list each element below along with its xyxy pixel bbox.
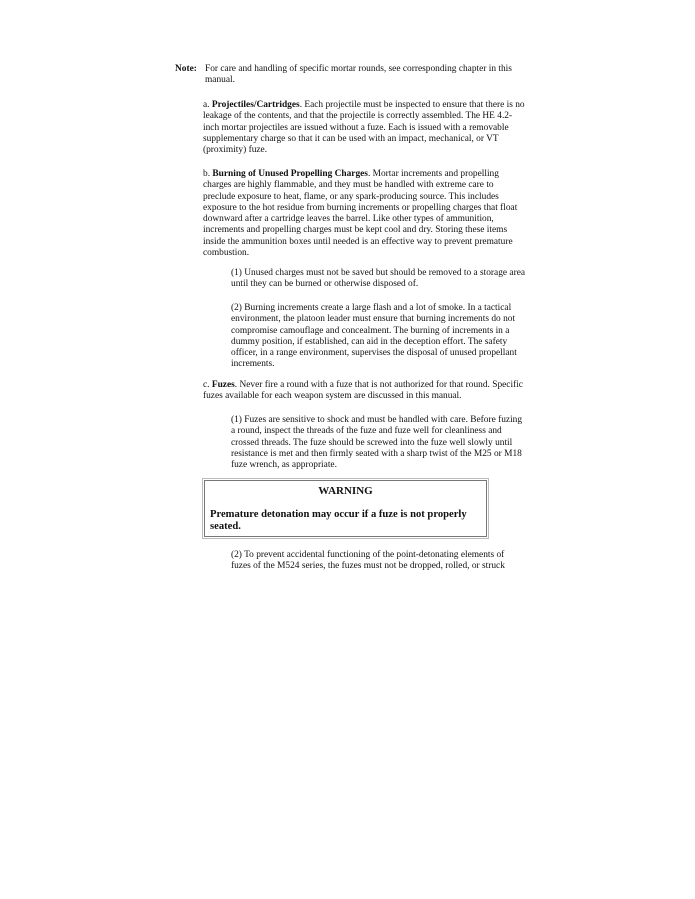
note-label: Note: — [175, 64, 197, 74]
paragraph-projectiles — [203, 100, 525, 156]
paragraph-prefix: b. — [203, 169, 213, 179]
warning-box — [204, 480, 487, 537]
paragraph-prefix: c. — [203, 380, 212, 390]
paragraph-body: . Mortar increments and propelling charges are highly flammable, and they must be handled with extreme care to preclude exposure to heat, flame, or any spark-producing source. This includes exposure to the hot residue from burning increments or propelling charges that float downward after a cartridge leaves the barrel. Like other types of ammunition, increments and propelling charges must be kept cool and dry. Storing these items inside the ammunition boxes until needed is an effective way to prevent premature combustion. — [203, 169, 518, 259]
subparagraph-burning-increments: (2) Burning increments create a large flash and a lot of smoke. In a tactical environment, the platoon leader must ensure that burning increments do not compromise camouflage and concealment. The burning of increments in a dummy position, if established, can aid in the deception effort. The safety officer, in a range environment, supervises the disposal of unused propellant increments. — [231, 303, 517, 370]
paragraph-heading: Fuzes — [211, 380, 235, 390]
paragraph-fuzes — [203, 380, 525, 403]
paragraph-heading: Projectiles/Cartridges — [211, 100, 300, 110]
paragraph-heading: Burning of Unused Propelling Charges — [212, 169, 368, 179]
paragraph-body: . Each projectile must be inspected to ensure that there is no leakage of the contents, and that the projectile is correctly assembled. The HE 4.2-inch mortar projectiles are issued without a fuze. Each is issued with a removable supplementary charge so that it can be used with an impact, mechanical, or VT (proximity) fuze. — [203, 100, 525, 156]
warning-text: Premature detonation may occur if a fuze is not properly seated. — [210, 509, 467, 532]
subparagraph-unused-charges: (1) Unused charges must not be saved but should be removed to a storage area until they can be burned or otherwise disposed of. — [231, 268, 526, 290]
warning-title: WARNING — [318, 485, 373, 497]
subparagraph-m524-fuzes: (2) To prevent accidental functioning of the point-detonating elements of fuzes of the M524 series, the fuzes must not be dropped, rolled, or struck — [231, 550, 505, 572]
subparagraph-fuze-handling: (1) Fuzes are sensitive to shock and must be handled with care. Before fuzing a round, inspect the threads of the fuze and fuze well for cleanliness and crossed threads. The fuze should be screwed into the fuze well slowly until resistance is met and then firmly seated with a sharp twist of the M25 or M18 fuze wrench, as appropriate. — [231, 415, 523, 471]
paragraph-body: . Never fire a round with a fuze that is not authorized for that round. Specific fuzes available for each weapon system are discussed in this manual. — [203, 380, 523, 402]
paragraph-burning-charges — [203, 169, 525, 259]
note-text: For care and handling of specific mortar rounds, see corresponding chapter in this manual. — [205, 64, 512, 86]
paragraph-prefix: a. — [203, 100, 212, 110]
